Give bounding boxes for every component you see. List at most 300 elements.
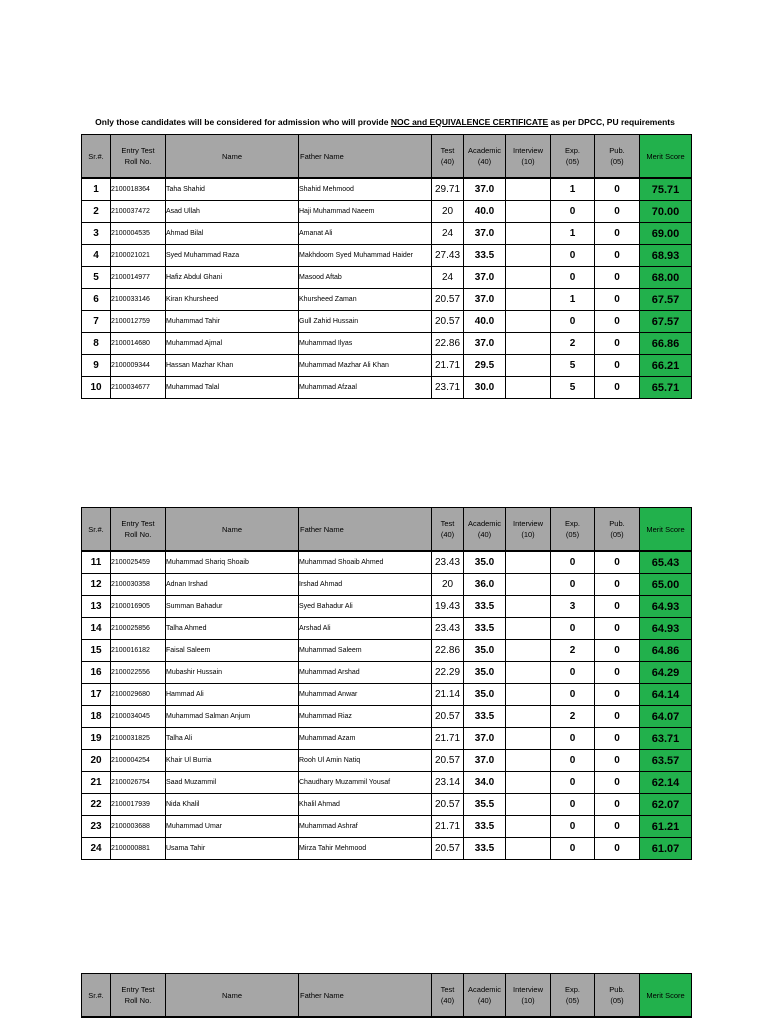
header-academic-label: Academic	[468, 146, 501, 155]
header-roll-label: Roll No.	[124, 530, 152, 539]
cell-sr: 21	[82, 772, 111, 794]
header-test-label: (40)	[440, 530, 455, 539]
header-academic-label: Academic	[468, 985, 501, 994]
cell-sr: 14	[82, 618, 111, 640]
header-row	[82, 974, 692, 1018]
cell-test: 19.43	[432, 596, 464, 618]
cell-father-name: Syed Bahadur Ali	[299, 596, 432, 618]
table-row	[82, 772, 692, 794]
header-merit-score-label: Merit Score	[646, 151, 685, 161]
cell-father-name: Muhammad Saleem	[299, 640, 432, 662]
table-row	[82, 333, 692, 355]
cell-merit-score: 65.71	[640, 377, 692, 399]
cell-merit-score: 63.57	[640, 750, 692, 772]
table-row	[82, 574, 692, 596]
cell-exp: 1	[551, 289, 595, 311]
header-test-label: Test	[440, 519, 455, 528]
cell-father-name: Muhammad Afzaal	[299, 377, 432, 399]
cell-exp: 0	[551, 618, 595, 640]
cell-father-name: Muhammad Riaz	[299, 706, 432, 728]
table-row	[82, 684, 692, 706]
header-exp-label: Exp.	[564, 985, 580, 994]
header-sr-label: Sr.#.	[88, 151, 104, 161]
cell-test: 21.71	[432, 816, 464, 838]
cell-pub: 0	[595, 201, 640, 223]
cell-pub: 0	[595, 178, 640, 201]
cell-academic: 34.0	[464, 772, 506, 794]
cell-name: Muhammad Salman Anjum	[166, 706, 299, 728]
header-exp-label: Exp.	[564, 519, 580, 528]
cell-roll-no: 2100000881	[111, 838, 166, 860]
cell-academic: 29.5	[464, 355, 506, 377]
header-interview-label: Interview	[512, 985, 543, 994]
cell-pub: 0	[595, 377, 640, 399]
cell-father-name: Chaudhary Muzammil Yousaf	[299, 772, 432, 794]
cell-father-name: Mirza Tahir Mehmood	[299, 838, 432, 860]
cell-exp: 0	[551, 551, 595, 574]
cell-academic: 33.5	[464, 596, 506, 618]
table-row	[82, 245, 692, 267]
cell-pub: 0	[595, 245, 640, 267]
cell-name: Hafiz Abdul Ghani	[166, 267, 299, 289]
cell-exp: 0	[551, 728, 595, 750]
cell-test: 20.57	[432, 794, 464, 816]
cell-father-name: Gull Zahid Hussain	[299, 311, 432, 333]
cell-test: 20.57	[432, 838, 464, 860]
header-roll-label: Roll No.	[124, 996, 152, 1005]
cell-test: 20.57	[432, 311, 464, 333]
cell-sr: 19	[82, 728, 111, 750]
cell-interview	[506, 794, 551, 816]
cell-pub: 0	[595, 838, 640, 860]
table-row	[82, 178, 692, 201]
cell-test: 20.57	[432, 750, 464, 772]
cell-roll-no: 2100034677	[111, 377, 166, 399]
table-row	[82, 750, 692, 772]
cell-interview	[506, 662, 551, 684]
cell-interview	[506, 551, 551, 574]
cell-academic: 35.0	[464, 684, 506, 706]
header-merit-score-label: Merit Score	[646, 990, 685, 1000]
cell-name: Nida Khalil	[166, 794, 299, 816]
cell-interview	[506, 289, 551, 311]
header-test	[432, 135, 464, 179]
cell-roll-no: 2100016905	[111, 596, 166, 618]
cell-father-name: Shahid Mehmood	[299, 178, 432, 201]
cell-interview	[506, 706, 551, 728]
cell-academic: 40.0	[464, 201, 506, 223]
cell-exp: 0	[551, 772, 595, 794]
header-pub-label: Pub.	[609, 146, 625, 155]
cell-academic: 33.5	[464, 816, 506, 838]
cell-sr: 24	[82, 838, 111, 860]
cell-father-name: Muhammad Shoaib Ahmed	[299, 551, 432, 574]
cell-exp: 5	[551, 377, 595, 399]
cell-merit-score: 62.14	[640, 772, 692, 794]
cell-interview	[506, 684, 551, 706]
cell-name: Talha Ahmed	[166, 618, 299, 640]
header-row	[82, 508, 692, 552]
header-name	[166, 974, 299, 1018]
cell-sr: 8	[82, 333, 111, 355]
header-academic-label: (40)	[477, 157, 492, 166]
header-exp-label: (05)	[565, 530, 580, 539]
cell-test: 23.43	[432, 551, 464, 574]
header-father-name-label: Father Name	[300, 524, 344, 534]
cell-interview	[506, 640, 551, 662]
cell-roll-no: 2100029680	[111, 684, 166, 706]
cell-academic: 36.0	[464, 574, 506, 596]
table-row	[82, 816, 692, 838]
cell-merit-score: 64.93	[640, 618, 692, 640]
cell-merit-score: 61.07	[640, 838, 692, 860]
cell-academic: 37.0	[464, 223, 506, 245]
cell-merit-score: 61.21	[640, 816, 692, 838]
header-test-label: Test	[440, 985, 455, 994]
header-exp-label: Exp.	[564, 146, 580, 155]
notice-text-end: as per DPCC, PU requirements	[548, 117, 675, 127]
cell-name: Taha Shahid	[166, 178, 299, 201]
cell-pub: 0	[595, 355, 640, 377]
cell-test: 22.86	[432, 640, 464, 662]
header-pub	[595, 135, 640, 179]
header-merit-score	[640, 974, 692, 1018]
header-exp-label: (05)	[565, 157, 580, 166]
header-test-label: (40)	[440, 157, 455, 166]
cell-name: Hammad Ali	[166, 684, 299, 706]
table-row	[82, 267, 692, 289]
cell-exp: 5	[551, 355, 595, 377]
cell-sr: 20	[82, 750, 111, 772]
cell-roll-no: 2100030358	[111, 574, 166, 596]
header-pub-label: (05)	[610, 530, 624, 539]
header-pub-label: (05)	[610, 157, 624, 166]
cell-name: Summan Bahadur	[166, 596, 299, 618]
cell-academic: 30.0	[464, 377, 506, 399]
header-name	[166, 135, 299, 179]
cell-test: 22.86	[432, 333, 464, 355]
cell-exp: 0	[551, 838, 595, 860]
cell-academic: 37.0	[464, 333, 506, 355]
cell-merit-score: 64.86	[640, 640, 692, 662]
header-pub	[595, 974, 640, 1018]
cell-academic: 33.5	[464, 838, 506, 860]
cell-name: Muhammad Umar	[166, 816, 299, 838]
header-exp	[551, 135, 595, 179]
cell-test: 22.29	[432, 662, 464, 684]
notice-text: Only those candidates will be considered for admission who will provide	[95, 117, 391, 127]
cell-exp: 2	[551, 706, 595, 728]
header-exp-label: (05)	[565, 996, 580, 1005]
cell-test: 21.71	[432, 355, 464, 377]
header-pub-label: (05)	[610, 996, 624, 1005]
cell-exp: 0	[551, 574, 595, 596]
header-interview-label: Interview	[512, 146, 543, 155]
cell-academic: 33.5	[464, 245, 506, 267]
cell-pub: 0	[595, 311, 640, 333]
cell-interview	[506, 245, 551, 267]
cell-academic: 35.0	[464, 640, 506, 662]
cell-sr: 23	[82, 816, 111, 838]
cell-pub: 0	[595, 267, 640, 289]
table-row	[82, 618, 692, 640]
cell-merit-score: 64.93	[640, 596, 692, 618]
header-sr	[82, 508, 111, 552]
cell-father-name: Rooh Ul Amin Natiq	[299, 750, 432, 772]
cell-interview	[506, 267, 551, 289]
cell-exp: 0	[551, 245, 595, 267]
cell-interview	[506, 772, 551, 794]
cell-test: 24	[432, 223, 464, 245]
cell-sr: 1	[82, 178, 111, 201]
cell-test: 20.57	[432, 289, 464, 311]
cell-interview	[506, 728, 551, 750]
cell-test: 20	[432, 574, 464, 596]
header-interview-label: (10)	[521, 996, 535, 1005]
cell-exp: 1	[551, 223, 595, 245]
cell-academic: 35.0	[464, 662, 506, 684]
cell-exp: 0	[551, 311, 595, 333]
cell-exp: 3	[551, 596, 595, 618]
cell-name: Talha Ali	[166, 728, 299, 750]
cell-sr: 18	[82, 706, 111, 728]
table-row	[82, 728, 692, 750]
cell-roll-no: 2100018364	[111, 178, 166, 201]
table-row	[82, 289, 692, 311]
cell-sr: 7	[82, 311, 111, 333]
cell-interview	[506, 838, 551, 860]
cell-father-name: Muhammad Ilyas	[299, 333, 432, 355]
cell-merit-score: 63.71	[640, 728, 692, 750]
cell-father-name: Arshad Ali	[299, 618, 432, 640]
cell-sr: 6	[82, 289, 111, 311]
table-row	[82, 794, 692, 816]
header-interview	[506, 508, 551, 552]
cell-interview	[506, 596, 551, 618]
cell-father-name: Muhammad Ashraf	[299, 816, 432, 838]
cell-academic: 35.5	[464, 794, 506, 816]
cell-merit-score: 66.21	[640, 355, 692, 377]
cell-interview	[506, 750, 551, 772]
cell-pub: 0	[595, 772, 640, 794]
cell-exp: 2	[551, 333, 595, 355]
cell-pub: 0	[595, 289, 640, 311]
cell-sr: 22	[82, 794, 111, 816]
cell-test: 20.57	[432, 706, 464, 728]
header-test-label: (40)	[440, 996, 455, 1005]
cell-academic: 40.0	[464, 311, 506, 333]
header-pub-label: Pub.	[609, 985, 625, 994]
cell-interview	[506, 223, 551, 245]
cell-roll-no: 2100026754	[111, 772, 166, 794]
cell-roll-no: 2100012759	[111, 311, 166, 333]
header-roll	[111, 974, 166, 1018]
cell-merit-score: 65.43	[640, 551, 692, 574]
cell-exp: 0	[551, 794, 595, 816]
cell-interview	[506, 178, 551, 201]
cell-interview	[506, 618, 551, 640]
header-name	[166, 508, 299, 552]
cell-merit-score: 75.71	[640, 178, 692, 201]
header-father-name	[299, 135, 432, 179]
cell-father-name: Makhdoom Syed Muhammad Haider	[299, 245, 432, 267]
cell-exp: 0	[551, 816, 595, 838]
cell-pub: 0	[595, 223, 640, 245]
cell-roll-no: 2100034045	[111, 706, 166, 728]
cell-roll-no: 2100025459	[111, 551, 166, 574]
cell-academic: 35.0	[464, 551, 506, 574]
header-roll	[111, 135, 166, 179]
header-sr-label: Sr.#.	[88, 524, 104, 534]
cell-interview	[506, 574, 551, 596]
cell-exp: 2	[551, 640, 595, 662]
cell-roll-no: 2100017939	[111, 794, 166, 816]
header-sr	[82, 135, 111, 179]
cell-pub: 0	[595, 551, 640, 574]
header-academic	[464, 974, 506, 1018]
header-pub	[595, 508, 640, 552]
cell-merit-score: 70.00	[640, 201, 692, 223]
cell-academic: 33.5	[464, 706, 506, 728]
cell-merit-score: 66.86	[640, 333, 692, 355]
cell-pub: 0	[595, 662, 640, 684]
cell-merit-score: 65.00	[640, 574, 692, 596]
cell-sr: 13	[82, 596, 111, 618]
cell-test: 23.71	[432, 377, 464, 399]
merit-table-3	[81, 973, 692, 1018]
cell-sr: 2	[82, 201, 111, 223]
header-interview-label: (10)	[521, 157, 535, 166]
header-test	[432, 974, 464, 1018]
cell-academic: 37.0	[464, 728, 506, 750]
cell-father-name: Amanat Ali	[299, 223, 432, 245]
cell-name: Usama Tahir	[166, 838, 299, 860]
cell-name: Muhammad Ajmal	[166, 333, 299, 355]
cell-father-name: Muhammad Azam	[299, 728, 432, 750]
header-sr-label: Sr.#.	[88, 990, 104, 1000]
cell-father-name: Muhammad Arshad	[299, 662, 432, 684]
cell-pub: 0	[595, 816, 640, 838]
header-roll	[111, 508, 166, 552]
cell-test: 21.71	[432, 728, 464, 750]
cell-name: Mubashir Hussain	[166, 662, 299, 684]
cell-pub: 0	[595, 706, 640, 728]
cell-name: Hassan Mazhar Khan	[166, 355, 299, 377]
header-academic	[464, 508, 506, 552]
cell-name: Muhammad Shariq Shoaib	[166, 551, 299, 574]
cell-name: Saad Muzammil	[166, 772, 299, 794]
header-name-label: Name	[221, 524, 242, 534]
cell-test: 21.14	[432, 684, 464, 706]
header-father-name-label: Father Name	[300, 151, 344, 161]
cell-merit-score: 67.57	[640, 311, 692, 333]
header-merit-score-label: Merit Score	[646, 524, 685, 534]
cell-roll-no: 2100014680	[111, 333, 166, 355]
cell-father-name: Khursheed Zaman	[299, 289, 432, 311]
table-row	[82, 223, 692, 245]
cell-merit-score: 64.29	[640, 662, 692, 684]
cell-name: Kiran Khursheed	[166, 289, 299, 311]
cell-pub: 0	[595, 684, 640, 706]
header-roll-label: Roll No.	[124, 157, 152, 166]
header-test	[432, 508, 464, 552]
cell-roll-no: 2100014977	[111, 267, 166, 289]
cell-name: Faisal Saleem	[166, 640, 299, 662]
table-row	[82, 377, 692, 399]
header-interview	[506, 974, 551, 1018]
cell-father-name: Haji Muhammad Naeem	[299, 201, 432, 223]
header-father-name	[299, 508, 432, 552]
cell-interview	[506, 333, 551, 355]
cell-sr: 15	[82, 640, 111, 662]
admission-notice	[80, 117, 690, 127]
header-academic-label: (40)	[477, 996, 492, 1005]
cell-pub: 0	[595, 640, 640, 662]
table-row	[82, 706, 692, 728]
cell-merit-score: 68.00	[640, 267, 692, 289]
table-row	[82, 662, 692, 684]
cell-sr: 9	[82, 355, 111, 377]
cell-test: 29.71	[432, 178, 464, 201]
cell-sr: 12	[82, 574, 111, 596]
cell-roll-no: 2100016182	[111, 640, 166, 662]
table-row	[82, 201, 692, 223]
cell-name: Ahmad Bilal	[166, 223, 299, 245]
header-roll-label: Entry Test	[121, 519, 155, 528]
header-exp	[551, 974, 595, 1018]
cell-roll-no: 2100031825	[111, 728, 166, 750]
cell-pub: 0	[595, 574, 640, 596]
cell-exp: 0	[551, 684, 595, 706]
cell-father-name: Irshad Ahmad	[299, 574, 432, 596]
cell-sr: 17	[82, 684, 111, 706]
cell-father-name: Masood Aftab	[299, 267, 432, 289]
header-father-name	[299, 974, 432, 1018]
cell-sr: 16	[82, 662, 111, 684]
cell-roll-no: 2100004254	[111, 750, 166, 772]
merit-table-1	[81, 134, 692, 399]
header-roll-label: Entry Test	[121, 985, 155, 994]
cell-name: Syed Muhammad Raza	[166, 245, 299, 267]
table-row	[82, 838, 692, 860]
cell-test: 20	[432, 201, 464, 223]
cell-name: Khair Ul Burria	[166, 750, 299, 772]
cell-exp: 0	[551, 750, 595, 772]
table-row	[82, 311, 692, 333]
cell-exp: 0	[551, 662, 595, 684]
table-row	[82, 355, 692, 377]
header-test-label: Test	[440, 146, 455, 155]
cell-roll-no: 2100037472	[111, 201, 166, 223]
header-merit-score	[640, 508, 692, 552]
cell-merit-score: 67.57	[640, 289, 692, 311]
cell-sr: 4	[82, 245, 111, 267]
cell-academic: 37.0	[464, 178, 506, 201]
cell-interview	[506, 201, 551, 223]
cell-test: 27.43	[432, 245, 464, 267]
cell-pub: 0	[595, 333, 640, 355]
header-interview-label: Interview	[512, 519, 543, 528]
cell-interview	[506, 377, 551, 399]
cell-father-name: Muhammad Anwar	[299, 684, 432, 706]
cell-merit-score: 64.14	[640, 684, 692, 706]
cell-exp: 0	[551, 201, 595, 223]
header-father-name-label: Father Name	[300, 990, 344, 1000]
notice-underlined: NOC and EQUIVALENCE CERTIFICATE	[390, 117, 549, 127]
table-row	[82, 551, 692, 574]
cell-roll-no: 2100009344	[111, 355, 166, 377]
cell-name: Muhammad Tahir	[166, 311, 299, 333]
